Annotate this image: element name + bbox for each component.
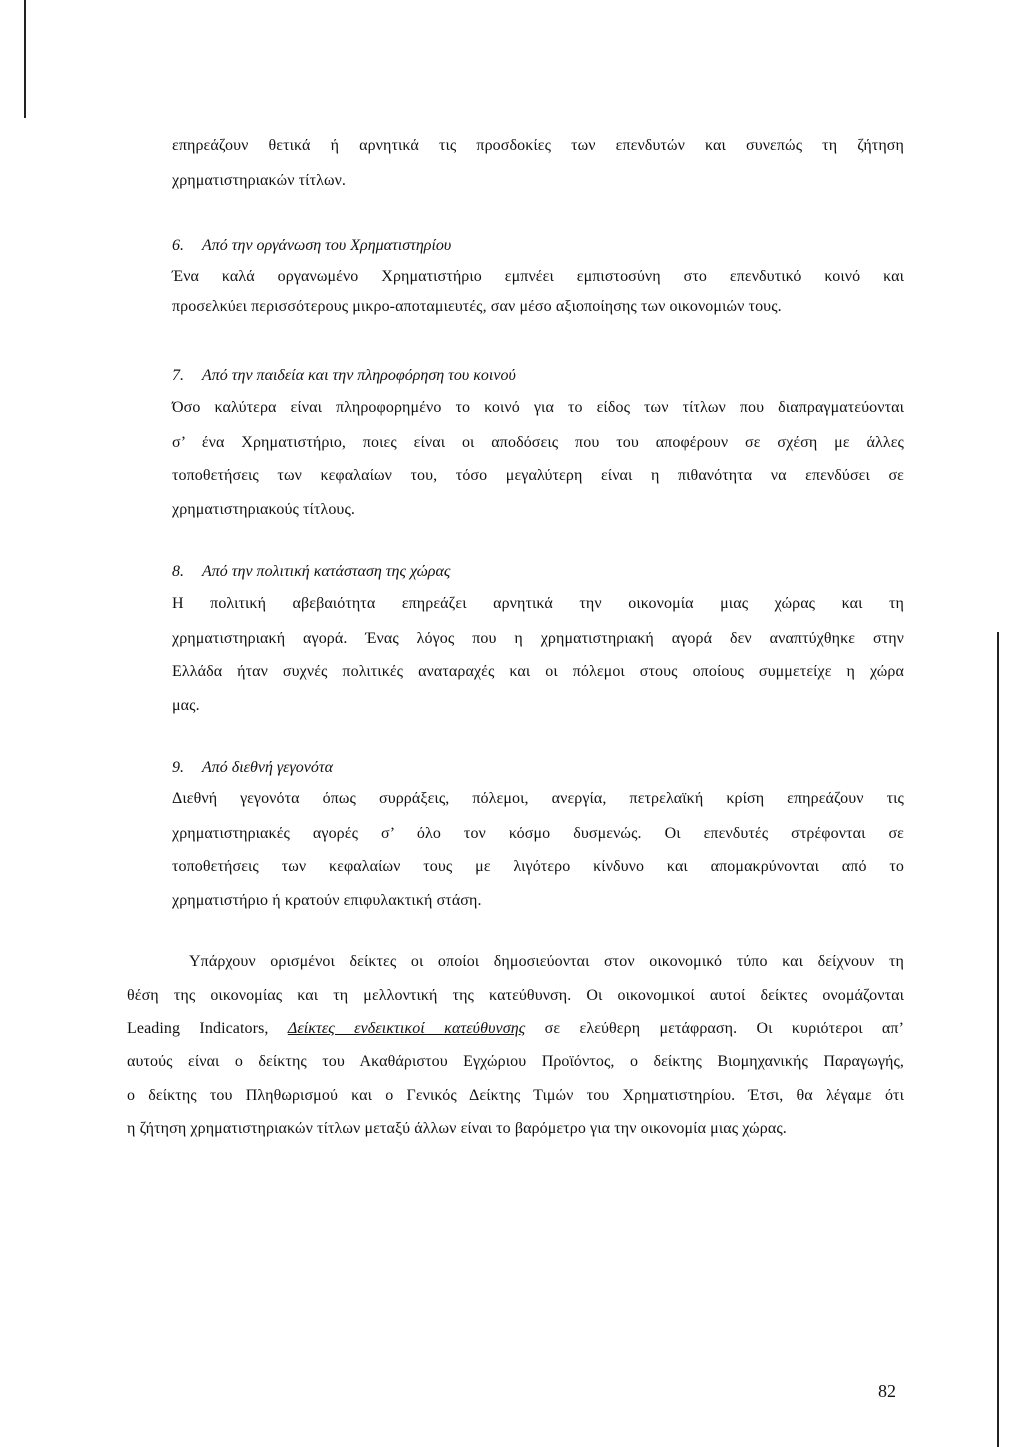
section-7-heading (172, 366, 516, 386)
section-8-heading (172, 562, 450, 582)
closing-line-1: Υπάρχουν ορισμένοι δείκτες οι οποίοι δημοσιεύονται στον οικονομικό τύπο και δείχνουν τη (189, 953, 904, 970)
closing-line-4: αυτούς είναι ο δείκτης του Ακαθάριστου Εγχώριου Προϊόντος, ο δείκτης Βιομηχανικής Παραγωγής, (127, 1053, 904, 1070)
intro-line-2: χρηματιστηριακών τίτλων. (172, 172, 347, 189)
closing-line-6: η ζήτηση χρηματιστηριακών τίτλων μεταξύ άλλων είναι το βαρόμετρο για την οικονομία μιας χώρας. (127, 1120, 787, 1137)
section-9-line-2: χρηματιστηριακές αγορές σ’ όλο τον κόσμο δυσμενώς. Οι επενδυτές στρέφονται σε (172, 825, 904, 842)
section-6-title: Από την οργάνωση του Χρηματιστηρίου (202, 237, 452, 254)
section-9-title: Από διεθνή γεγονότα (202, 759, 334, 776)
section-9-line-3: τοποθετήσεις των κεφαλαίων τους με λιγότερο κίνδυνο και απομακρύνονται από το (172, 858, 904, 875)
closing-line-5: ο δείκτης του Πληθωρισμού και ο Γενικός Δείκτης Τιμών του Χρηματιστηρίου. Έτσι, θα λέγαμε ότι (127, 1087, 904, 1104)
section-8-line-1: Η πολιτική αβεβαιότητα επηρεάζει αρνητικά την οικονομία μιας χώρας και τη (172, 595, 904, 612)
section-9-line-4: χρηματιστήριο ή κρατούν επιφυλακτική στάση. (172, 892, 482, 909)
intro-line-1: επηρεάζουν θετικά ή αρνητικά τις προσδοκίες των επενδυτών και συνεπώς τη ζήτηση (172, 137, 904, 154)
section-7-line-1: Όσο καλύτερα είναι πληροφορημένο το κοινό για το είδος των τίτλων που διαπραγματεύονται (172, 399, 904, 416)
closing-line-2: θέση της οικονομίας και τη μελλοντική της κατεύθυνση. Οι οικονομικοί αυτοί δείκτες ονομάζονται (127, 987, 904, 1004)
section-8-line-2: χρηματιστηριακή αγορά. Ένας λόγος που η χρηματιστηριακή αγορά δεν αναπτύχθηκε στην (172, 630, 904, 647)
section-6-line-1: Ένα καλά οργανωμένο Χρηματιστήριο εμπνέει εμπιστοσύνη στο επενδυτικό κοινό και (172, 268, 904, 285)
section-7-title: Από την παιδεία και την πληροφόρηση του κοινού (202, 367, 516, 384)
scan-edge-line-left (24, 0, 26, 118)
page-number: 82 (878, 1381, 896, 1401)
section-7-line-2: σ’ ένα Χρηματιστήριο, ποιες είναι οι αποδόσεις που του αποφέρουν σε σχέση με άλλες (172, 434, 904, 451)
leading-indicators-translation: Δείκτες ενδεικτικοί κατεύθυνσης (287, 1020, 526, 1037)
section-9-heading (172, 758, 333, 778)
section-7-line-3: τοποθετήσεις των κεφαλαίων του, τόσο μεγαλύτερη είναι η πιθανότητα να επενδύσει σε (172, 467, 904, 484)
section-9-line-1: Διεθνή γεγονότα όπως συρράξεις, πόλεμοι, ανεργία, πετρελαϊκή κρίση επηρεάζουν τις (172, 790, 904, 807)
section-6-line-2: προσελκύει περισσότερους μικρο-αποταμιευτές, σαν μέσο αξιοποίησης των οικονομιών τους. (172, 298, 782, 315)
section-7-number: 7. (172, 367, 184, 384)
section-6-heading (172, 236, 451, 256)
scan-edge-line-right (997, 632, 999, 1447)
section-8-line-4: μας. (172, 697, 200, 714)
section-8-line-3: Ελλάδα ήταν συχνές πολιτικές αναταραχές και οι πόλεμοι στους οποίους συμμετείχε η χώρα (172, 663, 904, 680)
section-6-number: 6. (172, 237, 184, 254)
closing-line-3-end: σε ελεύθερη μετάφραση. Οι κυριότεροι απ’ (525, 1020, 905, 1037)
section-8-number: 8. (172, 563, 184, 580)
section-9-number: 9. (172, 759, 184, 776)
closing-line-3-start: Leading Indicators, (127, 1020, 288, 1037)
section-7-line-4: χρηματιστηριακούς τίτλους. (172, 501, 355, 518)
section-8-title: Από την πολιτική κατάσταση της χώρας (202, 563, 451, 580)
closing-line-3 (127, 1019, 904, 1039)
